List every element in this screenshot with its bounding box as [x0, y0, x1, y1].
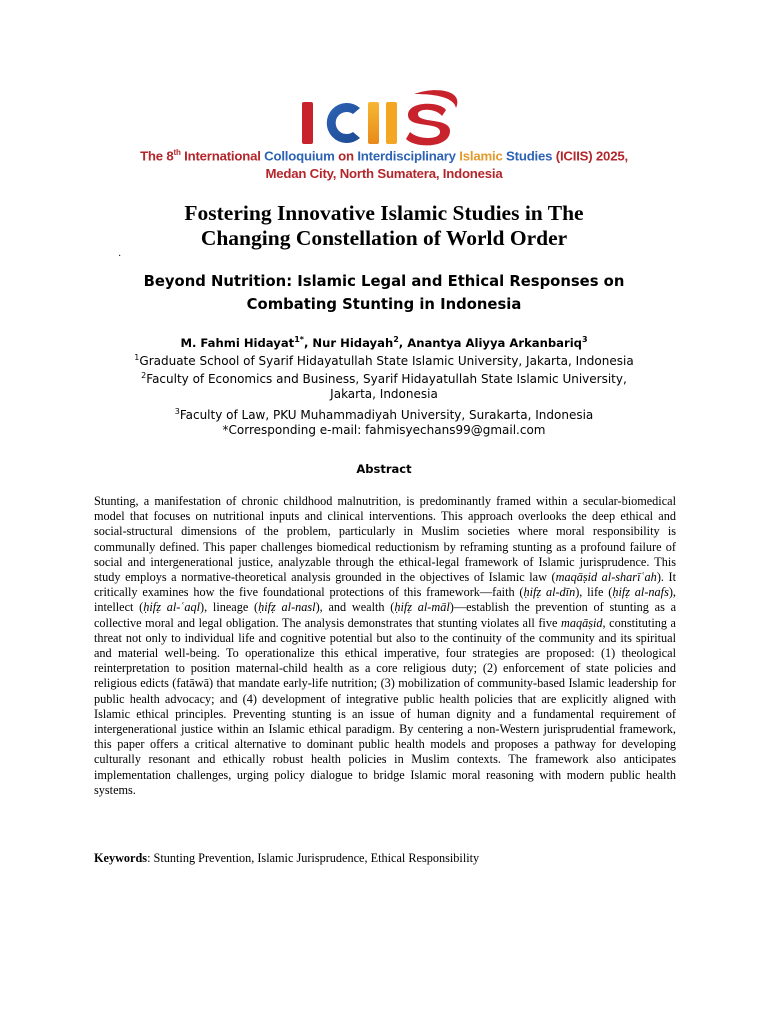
corresponding-email: *Corresponding e-mail: fahmisyechans99@gmail.com: [222, 423, 546, 437]
main-title-line-2: Changing Constellation of World Order: [200, 226, 568, 250]
conf-colloquium: Colloquium: [264, 148, 335, 164]
author-2-sup: 2: [393, 335, 399, 344]
abstract-term: ḥifẓ al-nasl: [258, 600, 316, 615]
conf-abbrev: (ICIIS) 2025,: [552, 148, 628, 164]
conf-international: International: [180, 148, 265, 164]
abstract-term: maqāṣid al-sharīʿah: [555, 570, 657, 585]
stray-dot: ·: [118, 251, 122, 262]
conf-on: on: [334, 148, 358, 164]
abstract-term: maqāṣid: [560, 615, 603, 630]
affiliation-2-sup: 2: [141, 371, 147, 380]
affiliation-3-text: Faculty of Law, PKU Muhammadiyah University, Surakarta, Indonesia: [179, 408, 594, 422]
author-sep: ,: [398, 335, 408, 350]
affiliation-2-text: Faculty of Economics and Business, Syarif Hidayatullah State Islamic University,: [146, 372, 627, 386]
keywords-text: : Stunting Prevention, Islamic Jurisprudence, Ethical Responsibility: [147, 851, 480, 865]
conf-the: The 8: [140, 148, 174, 164]
abstract-text: , constituting a threat not only to individual life and cognitive potential but also to the continuity of the community and its spiritual and material well-being. To operationalize this ethical imperative, four strategies are proposed: (1) theological reinterpretation to position maternal-child health as a core religious duty; (2) enforcement of state policies and religious edicts (fatāwā) that mandate early-life nutrition; (3) mobilization of community-based Islamic leadership for public health advocacy; and (4) development of integrative public health policies that are explicitly aligned with Islamic ethical principles. Preventing stunting is an issue of human dignity and a fundamental requirement of intergenerational justice within an Islamic ethical paradigm. By centering a non-Western jurisprudential framework, this paper offers a critical alternative to dominant public health models and proposes a pathway for developing culturally resonant and ethically robust health policies in Muslim contexts. The framework also anticipates implementation challenges, urging policy dialogue to bridge Islamic moral reasoning with modern public health systems.: [94, 615, 676, 797]
main-title: [60, 201, 708, 251]
abstract-body: [94, 494, 676, 798]
abstract-term: ḥifẓ al-nafs: [612, 585, 669, 600]
abstract-text: Stunting, a manifestation of chronic childhood malnutrition, is predominantly framed within a secular-biomedical model that focuses on nutritional inputs and clinical interventions. This approach overlooks the deep ethical and social-structural dimensions of the problem, particularly in Muslim societies where moral responsibility is communally defined. This paper challenges biomedical reductionism by reframing stunting as a profound failure of social and intergenerational justice, analyzable through the ethical-legal framework of Islamic jurisprudence. This study employs a normative-theoretical analysis grounded in the objectives of Islamic law (: [94, 494, 676, 585]
affiliation-1-sup: 1: [134, 353, 140, 362]
abstract-text: ), life (: [575, 585, 613, 600]
keywords-label: Keywords: [94, 851, 148, 865]
author-3: Anantya Aliyya Arkanbariq: [407, 335, 582, 350]
affiliation-3-sup: 3: [174, 407, 180, 416]
author-1: M. Fahmi Hidayat: [180, 335, 295, 350]
conf-th-sup: th: [173, 148, 181, 157]
author-2: Nur Hidayah: [312, 335, 394, 350]
abstract-term: ḥifẓ al-ʿaql: [143, 600, 201, 615]
abstract-heading: Abstract: [356, 462, 412, 476]
author-3-sup: 3: [581, 335, 588, 344]
conf-studies: Studies: [502, 148, 553, 164]
author-sep: ,: [303, 335, 313, 350]
paper-title-line-2: Combating Stunting in Indonesia: [246, 296, 522, 313]
conf-islamic: Islamic: [459, 148, 503, 164]
abstract-text: ). It critically examines how the five foundational protections of this framework—faith (: [94, 570, 676, 600]
abstract-text: ), and wealth (: [315, 600, 395, 615]
abstract-text: ), lineage (: [200, 600, 259, 615]
iciis-logo: [296, 86, 472, 150]
paper-title: [90, 270, 678, 316]
affiliation-2-continued: Jakarta, Indonesia: [330, 387, 438, 401]
author-1-sup: 1*: [294, 335, 304, 344]
abstract-text: )—establish the prevention of stunting as a collective moral and legal obligation. The analysis demonstrates that stunting violates all five: [94, 600, 677, 630]
conference-line-1: [0, 148, 768, 163]
abstract-term: ḥifẓ al-dīn: [523, 585, 576, 600]
keywords: [94, 851, 676, 866]
abstract-term: ḥifẓ al-māl: [394, 600, 450, 615]
conf-interdisciplinary: Interdisciplinary: [357, 148, 460, 164]
main-title-line-1: Fostering Innovative Islamic Studies in The: [184, 201, 584, 225]
affiliation-1-text: Graduate School of Syarif Hidayatullah State Islamic University, Jakarta, Indonesia: [139, 354, 634, 368]
abstract-text: ), intellect (: [94, 585, 676, 615]
conference-line-2: Medan City, North Sumatera, Indonesia: [265, 166, 503, 181]
paper-title-line-1: Beyond Nutrition: Islamic Legal and Ethical Responses on: [143, 273, 625, 290]
